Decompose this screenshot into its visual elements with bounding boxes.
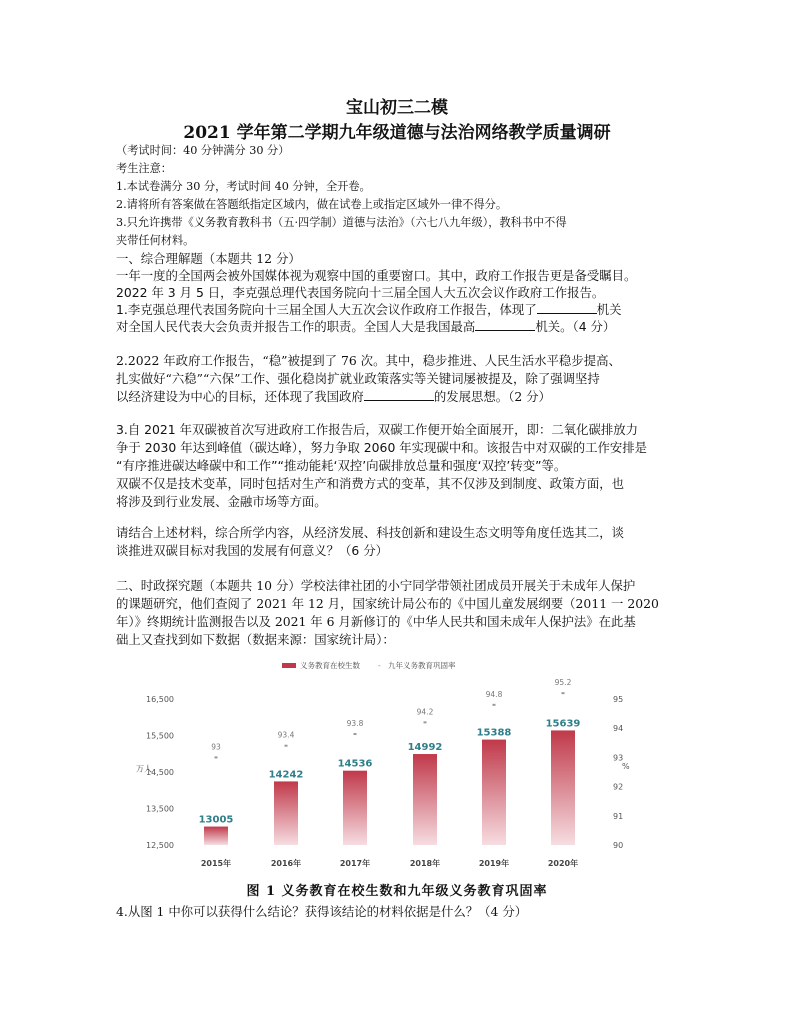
exam-title: 2021 学年第二学期九年级道德与法治网络教学质量调研 xyxy=(183,123,611,143)
rate-value-label: 93.4 xyxy=(277,730,295,740)
rate-point xyxy=(493,704,496,706)
y-right-unit: % xyxy=(622,762,630,772)
section2-line-2: 的课题研究，他们查阅了 2021 年 12 月，国家统计局公布的《中国儿童发展纲要（2011 一 2020 xyxy=(116,596,659,611)
y-left-tick: 16,500 xyxy=(146,695,174,704)
question-3-task-1: 请结合上述材料，综合所学内容，从经济发展、科技创新和建设生态文明等角度任选其二，谈 xyxy=(116,525,625,540)
rate-point xyxy=(562,692,565,694)
question-2-line-1: 2.2022 年政府工作报告，“稳”被提到了 76 次。其中，稳步推进、人民生活水平稳步提高、 xyxy=(116,353,621,368)
x-tick-label: 2020年 xyxy=(547,859,579,868)
enrollment-bar xyxy=(343,771,367,845)
y-left-tick: 13,500 xyxy=(146,804,174,814)
x-tick-label: 2015年 xyxy=(200,859,232,868)
bar-value-label: 13005 xyxy=(198,814,234,826)
q1-text-d: 机关。（4 分） xyxy=(535,319,616,334)
rate-point xyxy=(354,733,357,735)
q1-text-c: 对全国人民代表大会负责并报告工作的职责。全国人大是我国最高 xyxy=(116,319,476,334)
question-2-line-2: 扎实做好“六稳”“六保”工作、强化稳岗扩就业政策落实等关键词屡被提及，除了强调坚持 xyxy=(116,371,600,386)
y-left-tick: 12,500 xyxy=(146,841,174,850)
legend-rate-marker: - xyxy=(378,661,381,670)
y-right-tick: 95 xyxy=(613,695,624,704)
question-1-line-1 xyxy=(116,301,622,319)
chart-caption: 图 1 义务教育在校生数和九年级义务教育巩固率 xyxy=(246,884,548,899)
y-right-tick: 90 xyxy=(613,841,624,850)
q2-text-b: 的发展思想。（2 分） xyxy=(433,389,551,404)
y-left-tick: 14,500 xyxy=(146,768,174,777)
rate-value-label: 94.8 xyxy=(485,689,503,699)
bar-value-label: 14536 xyxy=(337,758,373,770)
question-3-task-2: 谈推进双碳目标对我国的发展有何意义？（6 分） xyxy=(116,543,389,558)
section2-line-3: 年）》终期统计监测报告以及 2021 年 6 月新修订的《中华人民共和国未成年人保护法》在此基 xyxy=(116,614,636,629)
enrollment-bar xyxy=(551,730,575,845)
rate-value-label: 94.2 xyxy=(416,707,434,717)
bar-value-label: 15388 xyxy=(476,727,512,739)
rate-value-label: 93 xyxy=(211,742,221,752)
section1-heading: 一、综合理解题（本题共 12 分） xyxy=(116,251,301,266)
y-left-unit: 万人 xyxy=(136,764,152,774)
y-right-tick: 93 xyxy=(613,753,624,763)
section2-line-1: 二、时政探究题（本题共 10 分）学校法律社团的小宁同学带领社团成员开展关于未成年人保护 xyxy=(116,578,636,593)
question-3-line-1: 3.自 2021 年双碳被首次写进政府工作报告后，双碳工作便开始全面展开，即：二氧化碳排放力 xyxy=(116,422,639,437)
notice-item-2: 2.请将所有答案做在答题纸指定区域内，做在试卷上或指定区域外一律不得分。 xyxy=(116,198,508,211)
x-tick-label: 2019年 xyxy=(478,859,510,868)
q1-text-a: 1.李克强总理代表国务院向十三届全国人大五次会议作政府工作报告，体现了 xyxy=(116,302,537,317)
rate-value-label: 93.8 xyxy=(346,719,364,729)
enrollment-bar xyxy=(482,740,506,845)
x-tick-label: 2018年 xyxy=(409,859,441,868)
y-right-tick: 91 xyxy=(613,811,624,821)
notice-item-3b: 夹带任何材料。 xyxy=(116,234,195,247)
q1-blank-1[interactable] xyxy=(537,301,597,314)
legend-bar-swatch xyxy=(282,663,296,668)
rate-value-label: 95.2 xyxy=(554,678,572,688)
school-title: 宝山初三二模 xyxy=(346,98,448,118)
section1-material-1: 一年一度的全国两会被外国媒体视为观察中国的重要窗口。其中，政府工作报告更是备受瞩目。 xyxy=(116,268,637,283)
x-tick-label: 2016年 xyxy=(270,859,302,868)
question-4: 4.从图 1 中你可以获得什么结论？获得该结论的材料依据是什么？（4 分） xyxy=(116,904,528,919)
bar-value-label: 14992 xyxy=(407,742,443,754)
notice-item-3a: 3.只允许携带《义务教育教科书（五·四学制）道德与法治》（六七八九年级），教科书中不得 xyxy=(116,216,567,229)
section1-material-2: 2022 年 3 月 5 日，李克强总理代表国务院向十三届全国人大五次会议作政府工作报告。 xyxy=(116,285,605,300)
q1-blank-2[interactable] xyxy=(475,318,535,331)
rate-point xyxy=(215,756,218,758)
exam-info: （考试时间：40 分钟满分 30 分） xyxy=(116,144,290,157)
question-3-line-5: 将涉及到行业发展、金融市场等方面。 xyxy=(116,494,327,509)
y-right-tick: 94 xyxy=(613,724,624,734)
question-3-line-2: 争于 2030 年达到峰值（碳达峰），努力争取 2060 年实现碳中和。该报告中对双碳的工作安排是 xyxy=(116,440,648,455)
y-left-tick: 15,500 xyxy=(146,731,174,741)
q1-text-b: 机关 xyxy=(596,302,622,317)
notice-item-1: 1.本试卷满分 30 分，考试时间 40 分钟，全开卷。 xyxy=(116,180,371,193)
rate-point xyxy=(285,745,288,747)
question-3-line-3: “有序推进碳达峰碳中和工作”“推动能耗‘双控’向碳排放总量和强度‘双控’转变”等。 xyxy=(116,458,567,473)
notice-heading: 考生注意： xyxy=(116,162,172,175)
legend-rate-label: 九年义务教育巩固率 xyxy=(388,661,456,670)
bar-value-label: 15639 xyxy=(545,718,581,730)
y-right-tick: 92 xyxy=(613,782,624,792)
q2-text-a: 以经济建设为中心的目标，还体现了我国政府 xyxy=(116,389,364,404)
question-1-line-2 xyxy=(116,318,615,336)
q2-blank[interactable] xyxy=(364,388,434,401)
question-3-line-4: 双碳不仅是技术变革，同时包括对生产和消费方式的变革，其不仅涉及到制度、政策方面，也 xyxy=(116,476,625,491)
x-tick-label: 2017年 xyxy=(339,859,371,868)
enrollment-bar xyxy=(274,781,298,845)
bar-value-label: 14242 xyxy=(268,769,304,781)
legend-bar-label: 义务教育在校生数 xyxy=(300,661,360,670)
section2-line-4: 础上又查找到如下数据（数据来源：国家统计局）： xyxy=(116,632,395,647)
enrollment-bar xyxy=(204,827,228,845)
question-2-line-3 xyxy=(116,388,551,406)
enrollment-chart xyxy=(116,658,676,880)
enrollment-bar xyxy=(413,754,437,845)
rate-point xyxy=(424,721,427,723)
